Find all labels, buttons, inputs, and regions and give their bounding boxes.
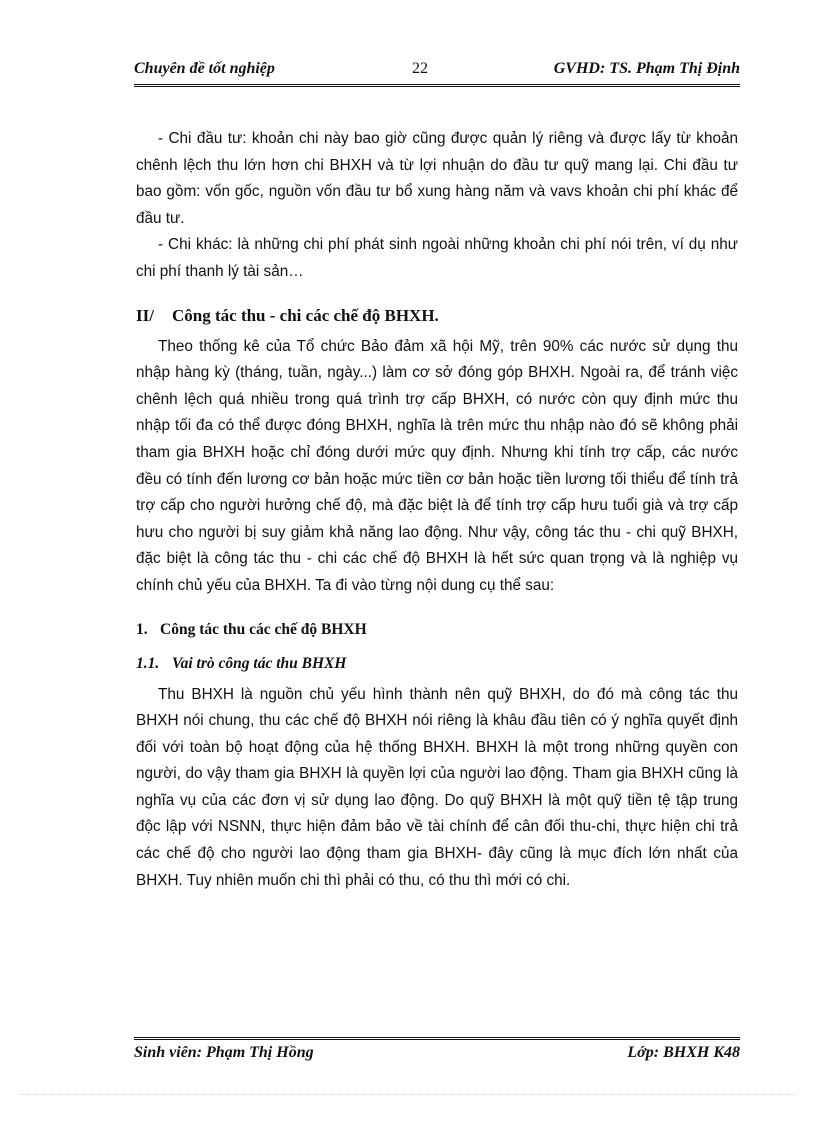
header-rule (134, 84, 740, 87)
subsubsection-title: Vai trò công tác thu BHXH (172, 654, 347, 672)
paragraph-role-of-collection: Thu BHXH là nguồn chủ yếu hình thành nên quỹ BHXH, do đó mà công tác thu BHXH nói chung, thu các chế độ BHXH nói riêng là khâu đầu tiên có ý nghĩa quyết định đối với toàn bộ hoạt động của hệ thống BHXH. BHXH là một trong những quyền con người, do vậy tham gia BHXH là quyền lợi của người lao động. Tham gia BHXH cũng là nghĩa vụ của các đơn vị sử dụng lao động. Do quỹ BHXH là một quỹ tiền tệ tập trung độc lập với NSNN, thực hiện đảm bảo về tài chính để cân đối thu-chi, thực hiện chi trả các chế độ cho người lao động tham gia BHXH- đây cũng là mục đích lớn nhất của BHXH. Tuy nhiên muốn chi thì phải có thu, có thu thì mới có chi. (136, 685, 738, 889)
bullet-other-expense: - Chi khác: là những chi phí phát sinh ngoài những khoản chi phí nói trên, ví dụ như chi phí thanh lý tài sản… (136, 236, 738, 280)
page-footer (134, 1044, 740, 1066)
footer-student: Sinh viên: Phạm Thị Hồng (134, 1044, 314, 1061)
footer-rule (134, 1037, 740, 1040)
page-header (134, 58, 740, 82)
bullet-investment-expense: - Chi đầu tư: khoản chi này bao giờ cũng được quản lý riêng và được lấy từ khoản chênh lệch thu lớn hơn chi BHXH và từ lợi nhuận do đầu tư quỹ mang lại. Chi đầu tư bao gồm: vốn gốc, nguồn vốn đầu tư bổ xung hàng năm và vavs khoản chi phí khác để đầu tư. (136, 130, 738, 227)
page-body (136, 126, 738, 894)
section-title: Công tác thu - chi các chế độ BHXH. (172, 305, 439, 325)
paragraph-statistics: Theo thống kê của Tổ chức Bảo đảm xã hội Mỹ, trên 90% các nước sử dụng thu nhập hàng kỳ (tháng, tuần, ngày...) làm cơ sở đóng góp BHXH. Ngoài ra, để tránh việc chênh lệch quá nhiều trong quá trình trợ cấp BHXH, có nước còn quy định mức thu nhập tối đa có thể được đóng BHXH, nghĩa là trên mức thu nhập nào đó sẽ không phải tham gia BHXH hoặc chỉ đóng dưới mức quy định. Nhưng khi tính trợ cấp, các nước đều có tính đến lương cơ bản hoặc mức tiền cơ bản hoặc tiền lương tối thiểu để tính trả trợ cấp cho người hưởng chế độ, mà đặc biệt là để tính trợ cấp hưu tuổi già và trợ cấp hưu cho người bị suy giảm khả năng lao động. Như vậy, công tác thu - chi quỹ BHXH, đặc biệt là công tác thu - chi các chế độ BHXH là hết sức quan trọng và là nghiệp vụ chính chủ yếu của BHXH. Ta đi vào từng nội dung cụ thể sau: (136, 337, 738, 594)
page-number: 22 (412, 60, 428, 77)
subsection-number: 1. (136, 620, 148, 638)
page-edge-line (20, 1094, 796, 1095)
section-number: II/ (136, 305, 154, 325)
subsection-heading-1-1 (136, 652, 738, 676)
subsection-title: Công tác thu các chế độ BHXH (160, 620, 367, 638)
subsubsection-number: 1.1. (136, 654, 160, 672)
header-supervisor: GVHD: TS. Phạm Thị Định (553, 60, 740, 77)
subsection-heading-1 (136, 618, 738, 642)
footer-class: Lớp: BHXH K48 (627, 1044, 740, 1061)
section-heading-ii (136, 304, 738, 328)
header-thesis-title: Chuyên đề tốt nghiệp (134, 60, 275, 77)
